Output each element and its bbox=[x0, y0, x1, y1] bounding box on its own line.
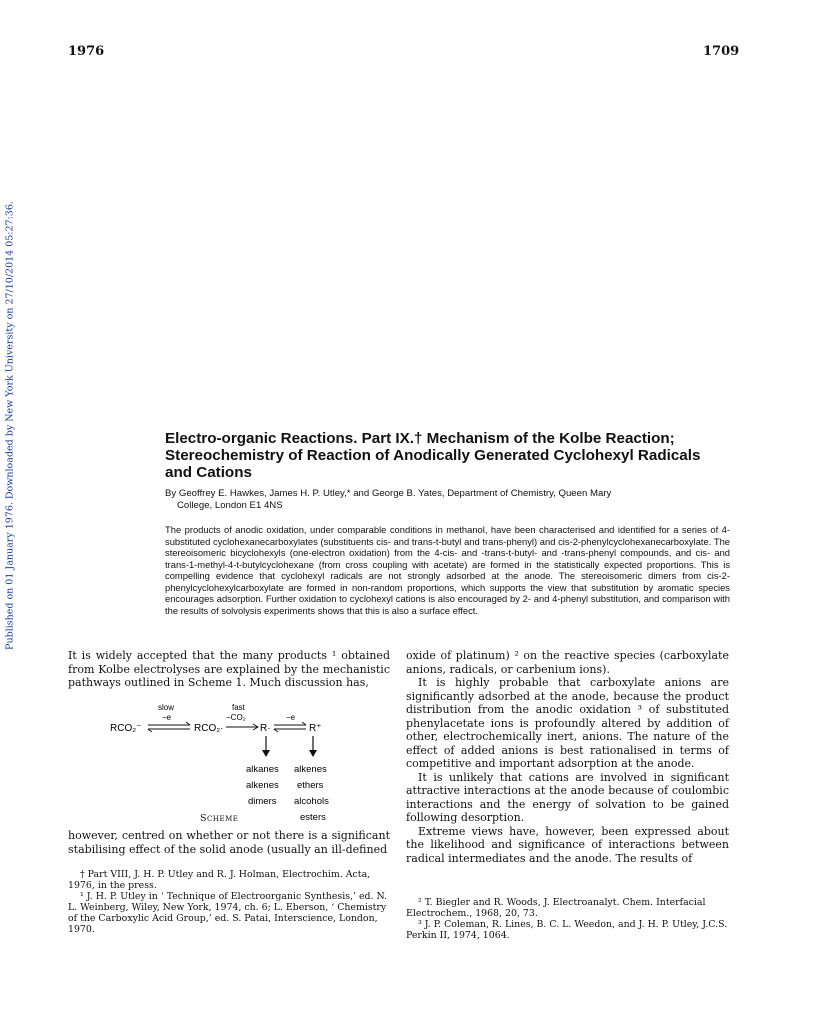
body-column-left-bottom bbox=[68, 829, 390, 856]
species-rco2-radical: RCO₂· bbox=[194, 723, 224, 734]
paragraph-continuation: however, centred on whether or not there is a significant stabilising effect of the solid anode (usually an ill-defined bbox=[68, 829, 390, 856]
product-right-3: alcohols bbox=[294, 796, 329, 807]
body-column-right bbox=[406, 649, 729, 865]
label-minus-e-2: −e bbox=[286, 713, 296, 722]
arrow-head-3 bbox=[302, 722, 306, 725]
footnote-1: ¹ J. H. P. Utley in ‘ Technique of Electroorganic Synthesis,’ ed. N. L. Weinberg, Wiley, New York, 1974, ch. 6; L. Eberson, ‘ Chemistry of the Carboxylic Acid Group,’ ed. S. Patai, Interscience, London, 1970. bbox=[68, 891, 388, 935]
scheme-caption: Scheme bbox=[200, 813, 239, 824]
footnote-dagger: † Part VIII, J. H. P. Utley and R. J. Holman, Electrochim. Acta, 1976, in the press. bbox=[68, 869, 371, 891]
journal-year: 1976 bbox=[68, 44, 105, 59]
paragraph-intro: It is widely accepted that the many products ¹ obtained from Kolbe electrolyses are explained by the mechanistic pathways outlined in Scheme 1. Much discussion has, bbox=[68, 649, 390, 689]
download-watermark bbox=[0, 0, 22, 1032]
footnote-2: ² T. Biegler and R. Woods, J. Electroanalyt. Chem. Interfacial Electrochem., 1968, 20, 73. bbox=[406, 897, 706, 919]
label-slow: slow bbox=[158, 703, 175, 712]
author-line-2: College, London E1 4NS bbox=[177, 500, 283, 511]
label-minus-co2: −CO₂ bbox=[226, 713, 246, 722]
footnotes-right bbox=[406, 897, 729, 941]
article-title: Electro-organic Reactions. Part IX.† Mechanism of the Kolbe Reaction; Stereochemistry of Reaction of Anodically Generated Cyclohexyl Radicals and Cations bbox=[165, 430, 701, 481]
kolbe-scheme-diagram bbox=[110, 700, 360, 830]
watermark-text: Published on 01 January 1976. Downloaded by New York University on 27/10/2014 05:27:36. bbox=[4, 201, 16, 650]
species-r-radical: R· bbox=[260, 723, 271, 734]
paragraph-col2-2: It is highly probable that carboxylate anions are significantly adsorbed at the anode, because the product distribution from the anodic oxidation ³ of substituted phenylacetate ions is profoundly altered by addition of other, electrochemically inert, anions. The nature of the effect of added anions is best rationalised in terms of competitive and important adsorption at the anode. bbox=[406, 676, 729, 770]
species-rco2-anion: RCO₂⁻ bbox=[110, 723, 142, 734]
product-right-4: esters bbox=[300, 812, 326, 823]
body-column-left-top bbox=[68, 649, 390, 690]
product-right-2: ethers bbox=[297, 780, 324, 791]
arrow-head-3b bbox=[274, 729, 278, 732]
paragraph-col2-3: It is unlikely that cations are involved in significant attractive interactions at the anode because of coulombic interactions and the energy of solvation to be gained following desorption. bbox=[406, 770, 729, 824]
page-number: 1709 bbox=[703, 44, 740, 59]
author-line-1: By Geoffrey E. Hawkes, James H. P. Utley,* and George B. Yates, Department of Chemistry, Queen Mary bbox=[165, 488, 612, 499]
arrow-head-1b bbox=[148, 729, 152, 732]
arrow-head-1 bbox=[186, 722, 190, 725]
arrow-down-right-head bbox=[309, 750, 317, 757]
product-left-1: alkanes bbox=[246, 764, 279, 775]
product-left-3: dimers bbox=[248, 796, 277, 807]
footnotes-left bbox=[68, 869, 390, 935]
product-left-2: alkenes bbox=[246, 780, 279, 791]
paragraph-col2-4: Extreme views have, however, been expressed about the likelihood and significance of interactions between radical intermediates and the anode. The results of bbox=[406, 824, 729, 865]
product-right-1: alkenes bbox=[294, 764, 327, 775]
abstract: The products of anodic oxidation, under comparable conditions in methanol, have been characterised and identified for a series of 4-substituted cyclohexanecarboxylates (substituents cis- and trans-t-butyl and trans-phenyl) and cis-2-phenylcyclohexanecarboxylate. The stereoisomeric bicyclohexyls (one-electron oxidation) from the 4-cis- and -trans-t-butyl- and -trans-phenyl compounds, and cis- and trans-1-methyl-4-t-butylcyclohexane (from cross coupling with acetate) are formed in the statistically expected proportions. This is compelling evidence that cyclohexyl radicals are not strongly adsorbed at the anode. The stereoisomeric dimers from cis-2-phenylcyclohexylcarboxylate are formed in non-random proportions, which supports the view that substitution by aromatic species encourages adsorption. Further oxidation to cyclohexyl cations is also encouraged by 2- and 4-phenyl substitution, and comparison with the results of solvolysis experiments shows that this is also a surface effect. bbox=[165, 524, 730, 616]
arrow-down-left-head bbox=[262, 750, 270, 757]
label-fast: fast bbox=[232, 703, 245, 712]
label-minus-e-1: −e bbox=[162, 713, 172, 722]
paragraph-col2-1: oxide of platinum) ² on the reactive species (carboxylate anions, radicals, or carbenium ions). bbox=[406, 649, 729, 676]
footnote-3: ³ J. P. Coleman, R. Lines, B. C. L. Weedon, and J. H. P. Utley, J.C.S. Perkin II, 1974, 1064. bbox=[406, 919, 728, 941]
author-affiliation bbox=[165, 488, 730, 512]
species-r-cation: R⁺ bbox=[309, 723, 322, 734]
